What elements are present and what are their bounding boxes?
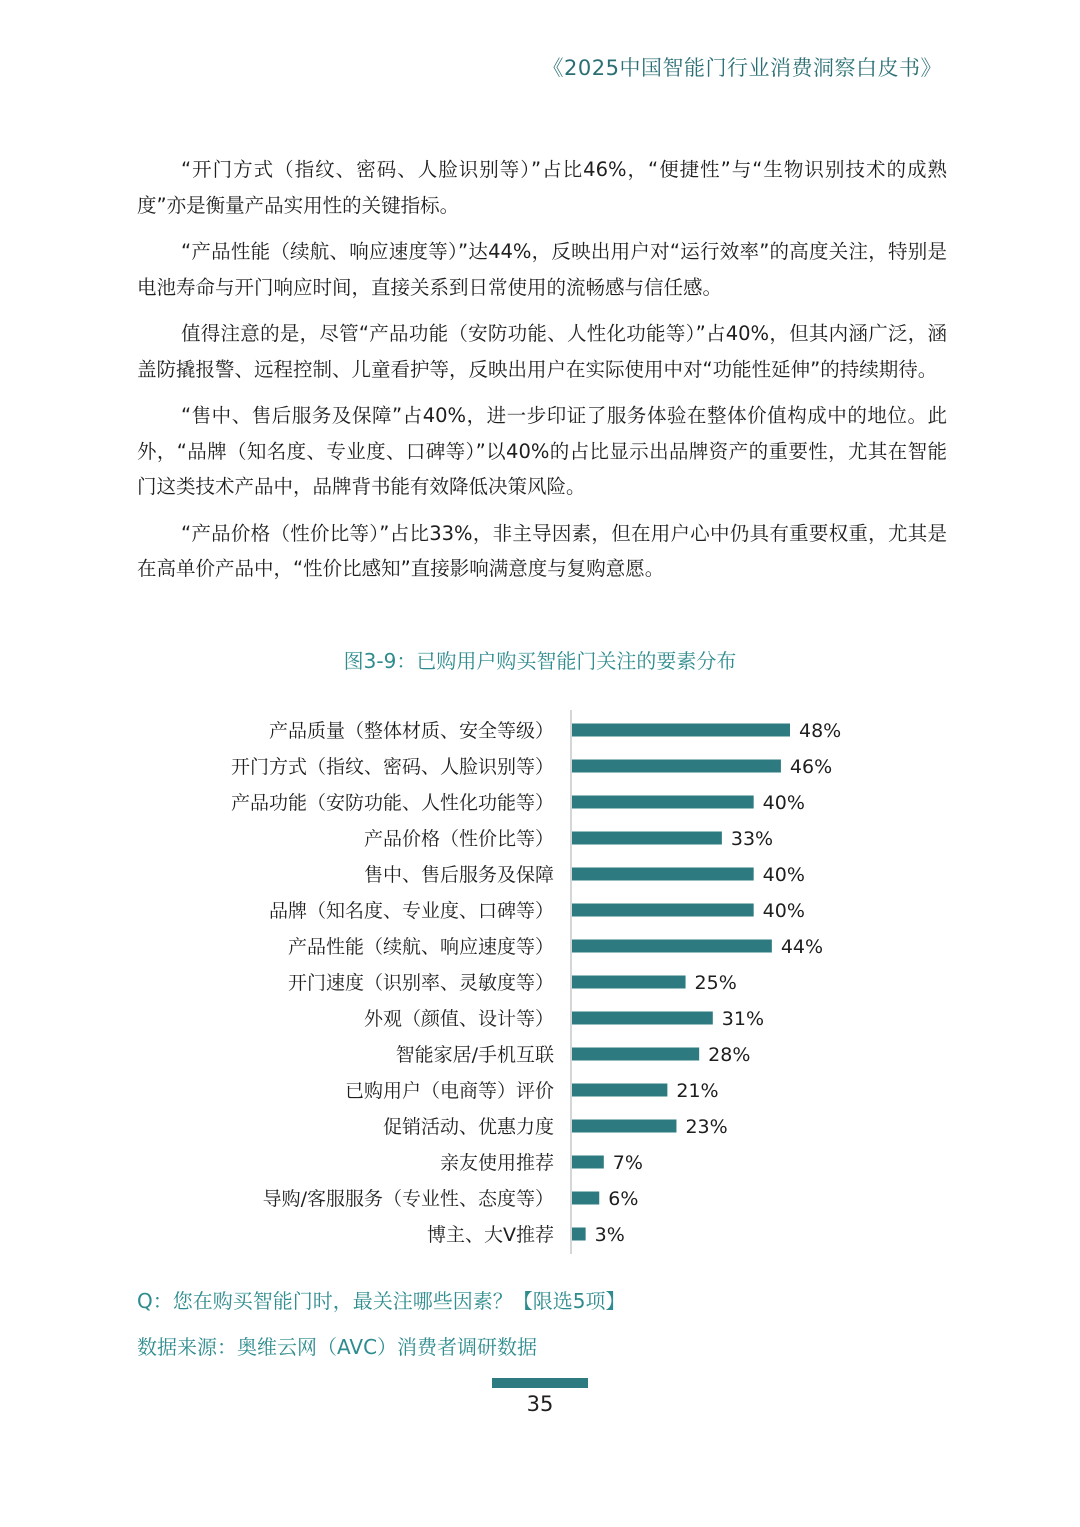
bar xyxy=(572,1012,713,1025)
body-text xyxy=(137,152,947,598)
category-label: 产品功能（安防功能、人性化功能等） xyxy=(230,792,554,814)
category-label: 产品性能（续航、响应速度等） xyxy=(287,936,554,958)
category-label: 亲友使用推荐 xyxy=(439,1152,554,1174)
footer-accent-bar xyxy=(492,1378,588,1388)
bar xyxy=(572,904,754,917)
paragraph-3: 值得注意的是，尽管“产品功能（安防功能、人性化功能等）”占40%，但其内涵广泛，涵盖防撬报警、远程控制、儿童看护等，反映出用户在实际使用中对“功能性延伸”的持续期待。 xyxy=(137,322,947,381)
data-label: 40% xyxy=(762,864,805,886)
data-source: 数据来源：奥维云网（AVC）消费者调研数据 xyxy=(137,1335,538,1359)
bar xyxy=(572,760,781,773)
data-label: 21% xyxy=(676,1080,719,1102)
bar xyxy=(572,832,722,845)
category-label: 外观（颜值、设计等） xyxy=(363,1008,554,1030)
data-label: 40% xyxy=(762,792,805,814)
category-label: 导购/客服服务（专业性、态度等） xyxy=(262,1188,554,1210)
data-label: 3% xyxy=(594,1224,625,1246)
paragraph-5: “产品价格（性价比等）”占比33%，非主导因素，但在用户心中仍具有重要权重，尤其是在高单价产品中，“性价比感知”直接影响满意度与复购意愿。 xyxy=(137,521,947,580)
bar xyxy=(572,868,754,881)
category-label: 品牌（知名度、专业度、口碑等） xyxy=(268,900,554,922)
bar xyxy=(572,1120,676,1133)
category-label: 开门方式（指纹、密码、人脸识别等） xyxy=(230,756,554,778)
bar xyxy=(572,1192,599,1205)
bar xyxy=(572,724,790,737)
paragraph-2: “产品性能（续航、响应速度等）”达44%，反映出用户对“运行效率”的高度关注，特别是电池寿命与开门响应时间，直接关系到日常使用的流畅感与信任感。 xyxy=(137,240,947,299)
bar-chart xyxy=(0,700,1080,1260)
category-label: 开门速度（识别率、灵敏度等） xyxy=(287,972,554,994)
page-number: 35 xyxy=(526,1392,554,1416)
bar xyxy=(572,796,754,809)
category-label: 产品质量（整体材质、安全等级） xyxy=(268,720,554,742)
data-label: 31% xyxy=(721,1008,765,1030)
data-label: 7% xyxy=(612,1152,643,1174)
data-label: 40% xyxy=(762,900,805,922)
category-label: 已购用户（电商等）评价 xyxy=(344,1080,554,1102)
data-label: 28% xyxy=(708,1044,751,1066)
bar xyxy=(572,1084,667,1097)
bar xyxy=(572,1048,699,1061)
category-label: 售中、售后服务及保障 xyxy=(363,864,554,886)
document-header-title: 《2025中国智能门行业消费洞察白皮书》 xyxy=(542,56,942,80)
category-label: 产品价格（性价比等） xyxy=(363,828,554,850)
data-label: 46% xyxy=(789,756,833,778)
chart-title: 图3-9：已购用户购买智能门关注的要素分布 xyxy=(343,649,737,673)
bar xyxy=(572,1156,604,1169)
data-label: 48% xyxy=(799,720,842,742)
category-label: 智能家居/手机互联 xyxy=(395,1044,554,1066)
bar xyxy=(572,1228,586,1241)
data-label: 25% xyxy=(694,972,737,994)
data-label: 23% xyxy=(685,1116,728,1138)
category-label: 促销活动、优惠力度 xyxy=(382,1116,554,1138)
bar xyxy=(572,976,686,989)
data-label: 6% xyxy=(608,1188,639,1210)
survey-question: Q：您在购买智能门时，最关注哪些因素？【限选5项】 xyxy=(137,1289,626,1313)
data-label: 33% xyxy=(730,828,774,850)
paragraph-4: “售中、售后服务及保障”占40%，进一步印证了服务体验在整体价值构成中的地位。此外，“品牌（知名度、专业度、口碑等）”以40%的占比显示出品牌资产的重要性，尤其在智能门这类技术产品中，品牌背书能有效降低决策风险。 xyxy=(137,404,947,498)
bar xyxy=(572,940,772,953)
data-label: 44% xyxy=(780,936,824,958)
category-label: 博主、大V推荐 xyxy=(427,1224,554,1246)
paragraph-1: “开门方式（指纹、密码、人脸识别等）”占比46%，“便捷性”与“生物识别技术的成熟度”亦是衡量产品实用性的关键指标。 xyxy=(137,158,947,217)
